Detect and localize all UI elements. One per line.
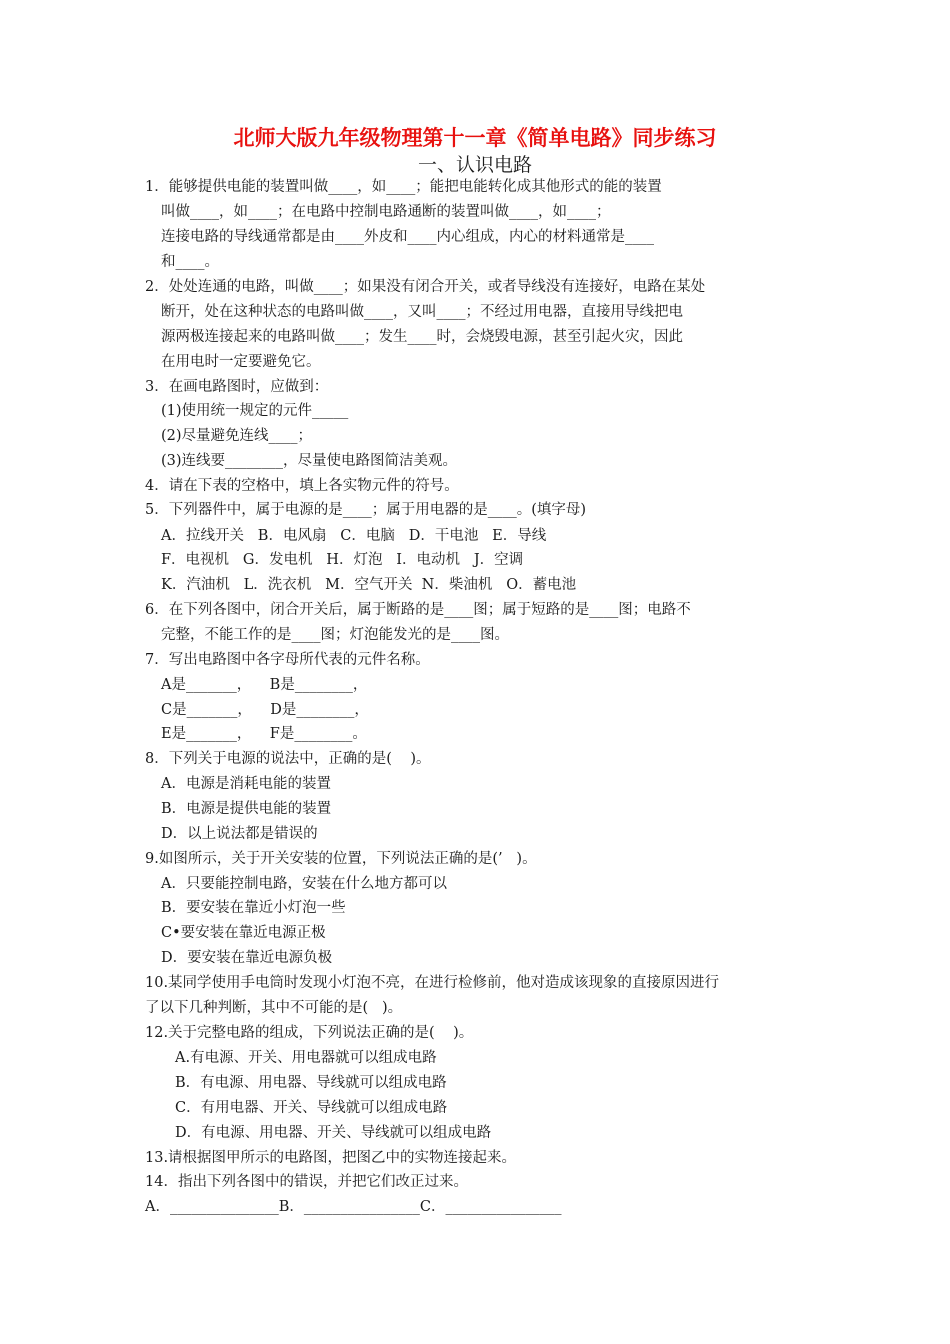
text-line: 断开，处在这种状态的电路叫做____，又叫____；不经过用电器，直接用导线把电 — [161, 304, 683, 320]
text-line: 12.关于完整电路的组成，下列说法正确的是( )。 — [145, 1025, 474, 1041]
text-line: A.有电源、开关、用电器就可以组成电路 — [175, 1050, 437, 1066]
text-line: 1．能够提供电能的装置叫做____，如____；能把电能转化成其他形式的能的装置 — [145, 179, 662, 195]
section-heading: 一、认识电路 — [417, 154, 532, 176]
text-line: F．电视机 G．发电机 H．灯泡 I．电动机 J．空调 — [161, 552, 524, 568]
text-line: 2．处处连通的电路，叫做____；如果没有闭合开关，或者导线没有连接好，电路在某处 — [145, 279, 706, 295]
text-line: D．有电源、用电器、开关、导线就可以组成电路 — [175, 1125, 492, 1141]
text-line: D．以上说法都是错误的 — [161, 826, 318, 842]
text-line: B．要安装在靠近小灯泡一些 — [161, 900, 346, 916]
text-line: E是_______， F是________。 — [161, 726, 367, 742]
text-line: 和____。 — [161, 254, 219, 270]
text-line: 源两极连接起来的电路叫做____；发生____时，会烧毁电源，甚至引起火灾，因此 — [161, 329, 683, 345]
text-line: K．汽油机 L．洗衣机 M．空气开关 N．柴油机 O．蓄电池 — [161, 577, 577, 593]
text-line: 5．下列器件中，属于电源的是____；属于用电器的是____。(填字母) — [145, 502, 587, 518]
text-line: 叫做____，如____；在电路中控制电路通断的装置叫做____，如____； — [161, 204, 611, 220]
text-line: (1)使用统一规定的元件_____ — [161, 403, 349, 419]
text-line: A是_______， B是________， — [161, 677, 368, 693]
text-line: B．电源是提供电能的装置 — [161, 801, 332, 817]
text-line: A．拉线开关 B．电风扇 C．电脑 D．干电池 E．导线 — [161, 528, 547, 544]
text-line: A．_______________B．________________C．________________ — [145, 1199, 562, 1215]
text-line: 4．请在下表的空格中，填上各实物元件的符号。 — [145, 478, 459, 494]
text-line: C．有用电器、开关、导线就可以组成电路 — [175, 1100, 448, 1116]
text-line: (3)连线要________，尽量使电路图简洁美观。 — [161, 453, 458, 469]
text-line: C是_______， D是________， — [161, 702, 369, 718]
text-line: B．有电源、用电器、导线就可以组成电路 — [175, 1075, 447, 1091]
text-line: 7．写出电路图中各字母所代表的元件名称。 — [145, 652, 430, 668]
text-line: A．只要能控制电路，安装在什么地方都可以 — [161, 876, 447, 892]
text-line: 9.如图所示，关于开关安装的位置，下列说法正确的是(’ )。 — [145, 851, 537, 867]
text-line: 14．指出下列各图中的错误，并把它们改正过来。 — [145, 1174, 468, 1190]
text-line: 了以下几种判断，其中不可能的是( )。 — [145, 1000, 403, 1016]
text-line: 6．在下列各图中，闭合开关后，属于断路的是____图；属于短路的是____图；电路不 — [145, 602, 691, 618]
text-line: 完整，不能工作的是____图；灯泡能发光的是____图。 — [161, 627, 509, 643]
text-line: 10.某同学使用手电筒时发现小灯泡不亮，在进行检修前，他对造成该现象的直接原因进行 — [145, 975, 720, 991]
text-line: A．电源是消耗电能的装置 — [161, 776, 331, 792]
text-line: D．要安装在靠近电源负极 — [161, 950, 333, 966]
text-line: C•要安装在靠近电源正极 — [161, 925, 326, 941]
document-title: 北师大版九年级物理第十一章《简单电路》同步练习 — [233, 126, 717, 150]
text-line: (2)尽量避免连线____； — [161, 428, 313, 444]
text-line: 连接电路的导线通常都是由____外皮和____内心组成，内心的材料通常是____ — [161, 229, 654, 245]
text-line: 在用电时一定要避免它。 — [161, 354, 321, 370]
text-line: 8．下列关于电源的说法中，正确的是( )。 — [145, 751, 431, 767]
text-line: 13.请根据图甲所示的电路图，把图乙中的实物连接起来。 — [145, 1150, 517, 1166]
text-line: 3．在画电路图时，应做到： — [145, 379, 329, 395]
